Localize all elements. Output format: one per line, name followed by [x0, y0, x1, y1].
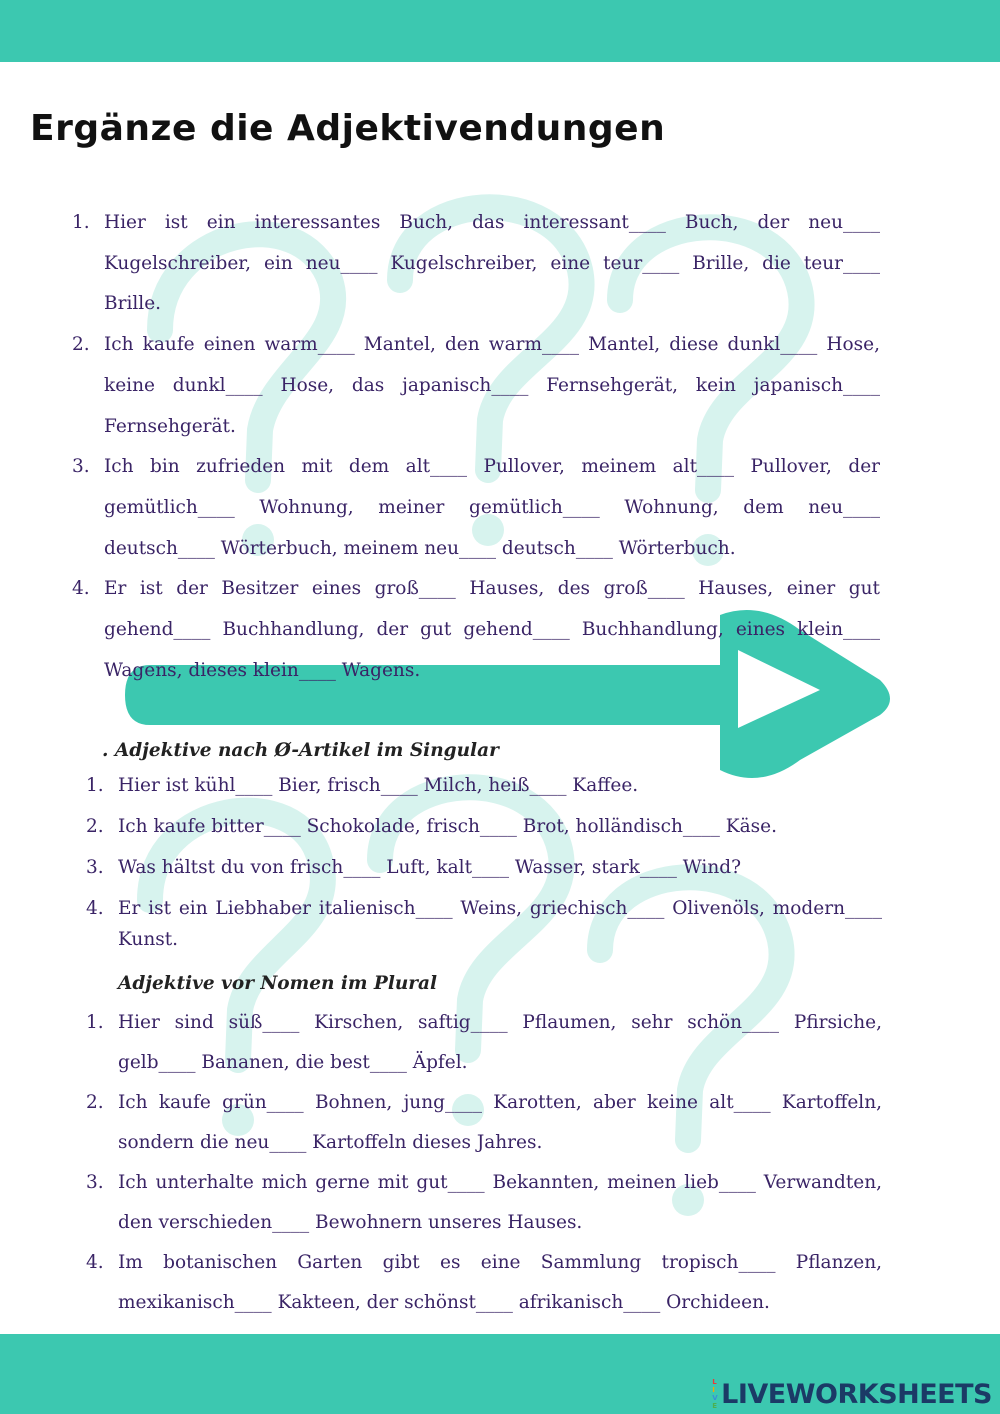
- plural-item: [86, 1163, 882, 1243]
- item-text: Er ist ein Liebhaber italienisch____ Weins, griechisch____ Olivenöls, modern____ Kunst.: [118, 898, 882, 950]
- item-number: 3.: [72, 456, 90, 478]
- item-text: Er ist der Besitzer eines groß____ Hauses, des groß____ Hauses, einer gut gehend____ Buchhandlung, der gut gehend____ Buchhandlung, eines klein____ Wagens, dieses klein____ Wagens.: [104, 578, 880, 681]
- item-text: Was hältst du von frisch____ Luft, kalt____ Wasser, stark____ Wind?: [118, 857, 742, 878]
- logo-letter: E: [712, 1402, 717, 1410]
- singular-item: [86, 812, 882, 843]
- item-text: Hier ist kühl____ Bier, frisch____ Milch, heiß____ Kaffee.: [118, 775, 639, 796]
- item-number: 4.: [72, 578, 90, 600]
- item-text: Ich kaufe einen warm____ Mantel, den warm____ Mantel, diese dunkl____ Hose, keine dunkl____ Hose, das japanisch____ Fernsehgerät, kein japanisch____ Fernsehgerät.: [104, 334, 880, 437]
- item-number: 2.: [86, 1092, 104, 1113]
- section-heading-plural: Adjektive vor Nomen im Plural: [118, 973, 438, 994]
- logo-letter: L: [712, 1378, 717, 1386]
- item-number: 1.: [86, 775, 104, 796]
- item-number: 2.: [86, 816, 104, 837]
- item-number: 4.: [86, 1252, 104, 1273]
- liveworksheets-logo[interactable]: [712, 1378, 992, 1410]
- section-heading-singular: . Adjektive nach Ø-Artikel im Singular: [102, 740, 499, 761]
- plural-item: [86, 1243, 882, 1323]
- exercise-1-item: [72, 569, 880, 691]
- item-text: Hier ist ein interessantes Buch, das interessant____ Buch, der neu____ Kugelschreiber, ein neu____ Kugelschreiber, eine teur____ Brille, die teur____ Brille.: [104, 212, 880, 315]
- logo-letter: V: [712, 1394, 718, 1402]
- item-text: Ich unterhalte mich gerne mit gut____ Bekannten, meinen lieb____ Verwandten, den verschieden____ Bewohnern unseres Hauses.: [118, 1172, 882, 1233]
- plural-item: [86, 1003, 882, 1083]
- exercise-1-item: [72, 203, 880, 325]
- exercise-plural: [86, 1003, 882, 1323]
- item-text: Ich bin zufrieden mit dem alt____ Pullover, meinem alt____ Pullover, der gemütlich____ Wohnung, meiner gemütlich____ Wohnung, dem neu____ deutsch____ Wörterbuch, meinem neu____ deutsch____ Wörterbuch.: [104, 456, 880, 559]
- singular-item: [86, 771, 882, 802]
- singular-item: [86, 853, 882, 884]
- plural-item: [86, 1083, 882, 1163]
- item-number: 1.: [86, 1012, 104, 1033]
- exercise-singular: [86, 771, 882, 966]
- item-text: Hier sind süß____ Kirschen, saftig____ Pflaumen, sehr schön____ Pfirsiche, gelb____ Bananen, die best____ Äpfel.: [118, 1012, 882, 1073]
- item-number: 1.: [72, 212, 90, 233]
- exercise-1-item: [72, 447, 880, 569]
- page-title: Ergänze die Adjektivendungen: [30, 108, 666, 149]
- item-number: 4.: [86, 898, 104, 919]
- item-number: 2.: [72, 334, 90, 356]
- item-text: Im botanischen Garten gibt es eine Sammlung tropisch____ Pflanzen, mexikanisch____ Kakteen, der schönst____ afrikanisch____ Orchideen.: [118, 1252, 882, 1313]
- singular-item: [86, 894, 882, 955]
- item-number: 3.: [86, 1172, 104, 1193]
- item-number: 3.: [86, 857, 104, 878]
- exercise-1: [72, 203, 880, 691]
- logo-letter: I: [712, 1386, 715, 1394]
- live-logo-mark: [712, 1378, 717, 1410]
- exercise-1-item: [72, 325, 880, 447]
- item-text: Ich kaufe bitter____ Schokolade, frisch____ Brot, holländisch____ Käse.: [118, 816, 777, 837]
- item-text: Ich kaufe grün____ Bohnen, jung____ Karotten, aber keine alt____ Kartoffeln, sondern die neu____ Kartoffeln dieses Jahres.: [118, 1092, 882, 1153]
- logo-text: LIVEWORKSHEETS: [721, 1378, 992, 1410]
